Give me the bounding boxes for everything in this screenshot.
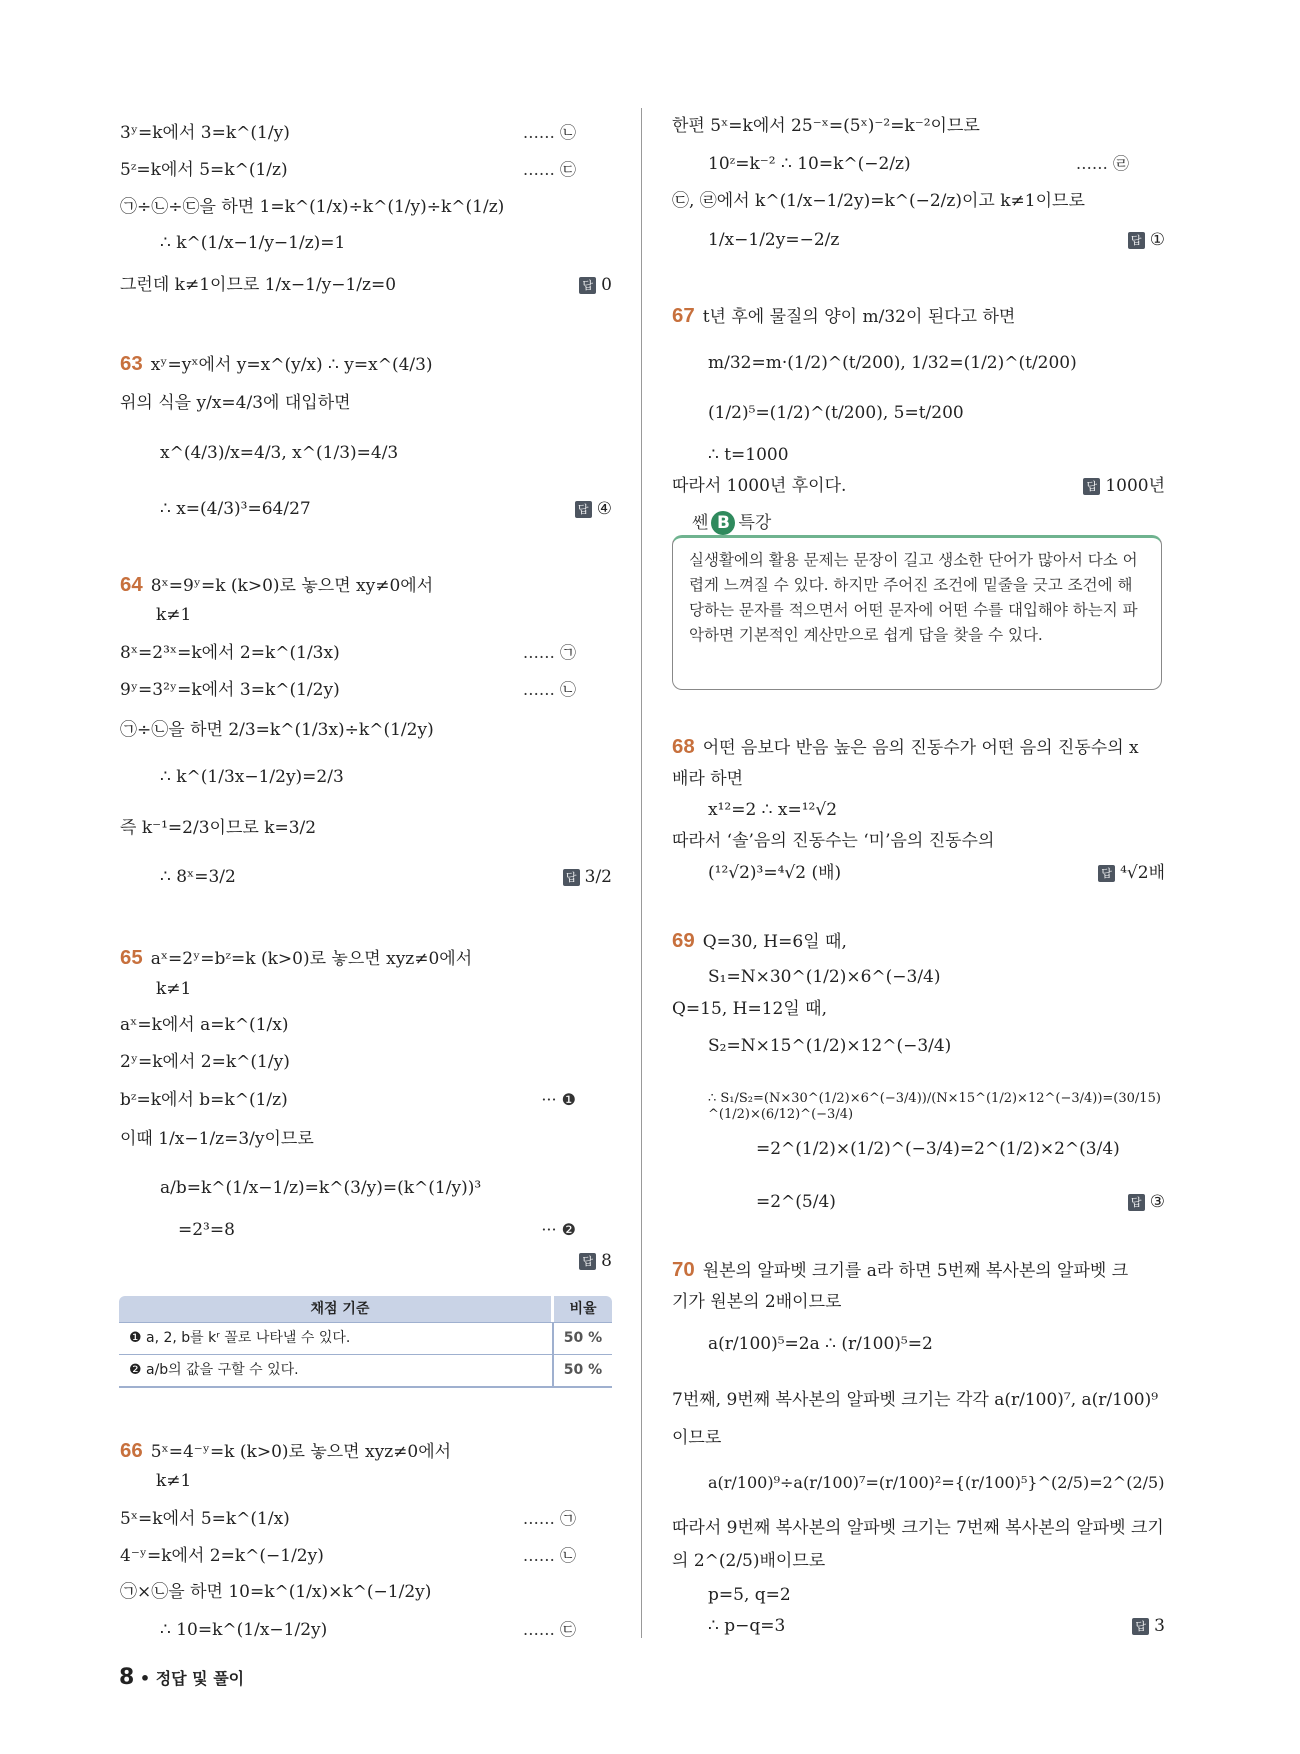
line-text: Q=30, H=6일 때, [702,932,847,952]
solution-line [708,1584,791,1606]
line-text: 의 2^(2/5)배이므로 [672,1551,826,1571]
solution-line [708,352,1077,374]
line-text: ∴ t=1000 [708,445,789,465]
line-text: 1/x−1/2y=−2/z [708,230,840,250]
line-text: ㉠×㉡을 하면 10=k^(1/x)×k^(−1/2y) [120,1582,432,1602]
line-text: ㉠÷㉡을 하면 2/3=k^(1/3x)÷k^(1/2y) [120,720,434,740]
line-text: 4⁻ʸ=k에서 2=k^(−1/2y) [120,1546,324,1566]
line-text: =2^(5/4) [756,1192,836,1212]
solution-line [672,475,846,497]
line-text: bᶻ=k에서 b=k^(1/z) [120,1090,288,1110]
table-header [119,1296,612,1322]
answer-icon: 답 [563,869,580,886]
line-text: 그런데 k≠1이므로 1/x−1/y−1/z=0 [120,275,397,295]
answer-value: 0 [601,275,612,295]
solution-line [708,1333,933,1355]
line-text: 9ʸ=3²ʸ=k에서 3=k^(1/2y) [120,680,340,700]
solution-line [120,1508,290,1530]
answer-icon: 답 [1128,1194,1145,1211]
line-text: m/32=m·(1/2)^(t/200), 1/32=(1/2)^(t/200) [708,353,1077,373]
page-footer [119,1665,244,1690]
solution-line [160,232,345,254]
line-text: a(r/100)⁹÷a(r/100)⁷=(r/100)²={(r/100)⁵}^(2/5)=2^(2/5) [708,1473,1165,1492]
line-text: k≠1 [156,979,192,999]
line-text: 어떤 음보다 반음 높은 음의 진동수가 어떤 음의 진동수의 x [702,738,1139,758]
answer [1128,229,1165,251]
answer-icon: 답 [579,1253,596,1270]
solution-line [120,679,340,701]
solution-line [120,122,290,144]
ratio: 50 % [552,1323,612,1354]
line-text: Q=15, H=12일 때, [672,999,827,1019]
solution-line [756,1191,836,1213]
answer-icon: 답 [1098,865,1115,882]
solution-line [120,392,351,414]
answer [1132,1615,1165,1637]
problem-number: 65 [120,947,143,969]
line-text: 10ᶻ=k⁻² ∴ 10=k^(−2/z) [708,154,911,174]
solution-line [708,1091,1165,1122]
problem-number: 66 [120,1440,143,1462]
solution-line [120,159,288,181]
tip-label [692,508,771,535]
line-text: 3ʸ=k에서 3=k^(1/y) [120,123,290,143]
answer-value: 3/2 [584,867,612,887]
line-text: (¹²√2)³=⁴√2 (배) [708,863,842,883]
solution-line [672,998,827,1020]
answer-value: 3 [1154,1616,1165,1636]
solution-line [672,190,1085,212]
solution-line [156,1470,191,1492]
page-number: 8 [119,1665,135,1690]
solution-line [160,1619,327,1641]
line-text: ∴ S₁/S₂=(N×30^(1/2)×6^(−3/4))/(N×15^(1/2)×12^(−3/4))=(30/15)^(1/2)×(6/12)^(−3/4) [708,1091,1161,1122]
tip-text: 실생활에의 활용 문제는 문장이 길고 생소한 단어가 많아서 다소 어렵게 느껴질 수 있다. 하지만 주어진 조건에 밑줄을 긋고 조건에 해당하는 문자를 적으면서 어떤 문자에 어떤 수를 대입해야 하는지 파악하면 기본적인 계산만으로 쉽게 답을 찾을 수 있다. [689,551,1138,644]
solution-line [672,1550,825,1572]
solution-line [672,1259,1128,1282]
solution-line [156,978,191,1000]
equation-tag: …… ㉡ [522,123,576,142]
line-text: S₁=N×30^(1/2)×6^(−3/4) [708,967,941,987]
answer-icon: 답 [1132,1618,1149,1635]
line-text: a(r/100)⁵=2a ∴ (r/100)⁵=2 [708,1334,933,1354]
answer-icon: 답 [1128,232,1145,249]
header-ratio: 비율 [551,1296,612,1322]
solution-line [178,1219,235,1241]
line-text: =2³=8 [178,1220,235,1240]
answer-value: 8 [601,1251,612,1271]
line-text: 한편 5ˣ=k에서 25⁻ˣ=(5ˣ)⁻²=k⁻²이므로 [672,116,980,136]
solution-line [672,1389,1158,1411]
line-text: 7번째, 9번째 복사본의 알파벳 크기는 각각 a(r/100)⁷, a(r/100)⁹ [672,1390,1159,1410]
solution-line [120,1128,314,1150]
answer-value: ④ [596,499,612,519]
solution-line [160,1177,481,1199]
solution-line [120,1089,288,1111]
footer-title: • 정답 및 풀이 [139,1669,245,1688]
line-text: 8ˣ=9ʸ=k (k>0)로 놓으면 xy≠0에서 [150,576,434,596]
line-text: 위의 식을 y/x=4/3에 대입하면 [120,393,351,413]
scoring-table [119,1296,612,1388]
criterion: ❷ a/b의 값을 구할 수 있다. [129,1362,299,1378]
solution-line [672,305,1015,328]
solution-line [708,1035,951,1057]
answer [579,274,612,296]
solution-line [120,1051,290,1073]
equation-tag: …… ㉣ [1075,154,1129,173]
line-text: 5ˣ=4⁻ʸ=k (k>0)로 놓으면 xyz≠0에서 [150,1442,452,1462]
equation-tag: ··· ❶ [541,1090,576,1109]
line-text: ∴ 8ˣ=3/2 [160,867,236,887]
table-row [119,1354,612,1386]
line-text: ∴ k^(1/3x−1/2y)=2/3 [160,767,344,787]
solution-line [120,1581,431,1603]
line-text: 8ˣ=2³ˣ=k에서 2=k^(1/3x) [120,643,340,663]
line-text: aˣ=2ʸ=bᶻ=k (k>0)로 놓으면 xyz≠0에서 [150,949,473,969]
line-text: x¹²=2 ∴ x=¹²√2 [708,800,838,820]
equation-tag: …… ㉠ [522,643,576,662]
equation-tag: …… ㉡ [522,680,576,699]
solution-line [672,115,980,137]
solution-line [672,1291,841,1313]
equation-tag: …… ㉡ [522,1546,576,1565]
answer-icon: 답 [575,501,592,518]
equation-tag: …… ㉢ [522,1620,576,1639]
line-text: ∴ x=(4/3)³=64/27 [160,499,311,519]
solution-line [120,817,316,839]
solution-line [120,274,396,296]
answer [1128,1191,1165,1213]
line-text: (1/2)⁵=(1/2)^(t/200), 5=t/200 [708,403,964,423]
solution-line [120,719,434,741]
line-text: =2^(1/2)×(1/2)^(−3/4)=2^(1/2)×2^(3/4) [756,1139,1120,1159]
answer-value: 1000년 [1105,476,1165,496]
solution-line [708,229,839,251]
answer [579,1250,612,1272]
solution-line [672,830,994,852]
tip-b-badge: B [711,511,735,535]
line-text: k≠1 [156,1471,192,1491]
problem-number: 63 [120,353,143,375]
solution-line [672,736,1139,759]
solution-line [120,1545,324,1567]
solution-line [708,1615,785,1637]
line-text: ∴ 10=k^(1/x−1/2y) [160,1620,328,1640]
line-text: p=5, q=2 [708,1585,791,1605]
line-text: 이므로 [672,1428,722,1448]
answer [575,498,612,520]
ratio: 50 % [552,1355,612,1386]
solution-line [120,1014,288,1036]
answer-icon: 답 [579,277,596,294]
solution-line [120,1440,451,1463]
line-text: 따라서 ‘솔’음의 진동수는 ‘미’음의 진동수의 [672,831,995,851]
line-text: a/b=k^(1/x−1/z)=k^(3/y)=(k^(1/y))³ [160,1178,482,1198]
line-text: 따라서 1000년 후이다. [672,476,847,496]
solution-line [756,1138,1120,1160]
tip-label-prefix: 쎈 [692,513,709,533]
solution-line [672,1517,1164,1539]
solution-line [708,153,911,175]
line-text: ∴ p−q=3 [708,1616,786,1636]
line-text: t년 후에 물질의 양이 m/32이 된다고 하면 [702,307,1016,327]
line-text: ∴ k^(1/x−1/y−1/z)=1 [160,233,346,253]
solution-line [120,574,433,597]
line-text: ㉢, ㉣에서 k^(1/x−1/2y)=k^(−2/z)이고 k≠1이므로 [672,191,1085,211]
solution-line [120,947,472,970]
line-text: 따라서 9번째 복사본의 알파벳 크기는 7번째 복사본의 알파벳 크기 [672,1518,1164,1538]
solution-line [708,799,837,821]
line-text: ㉠÷㉡÷㉢을 하면 1=k^(1/x)÷k^(1/y)÷k^(1/z) [120,197,505,217]
column-divider [641,108,642,1638]
answer [1083,475,1165,497]
problem-number: 68 [672,736,695,758]
table-row [119,1322,612,1354]
solution-line [160,498,311,520]
solution-line [672,768,743,790]
line-text: 2ʸ=k에서 2=k^(1/y) [120,1052,290,1072]
solution-line [160,866,236,888]
tip-label-suffix: 특강 [738,513,772,533]
line-text: S₂=N×15^(1/2)×12^(−3/4) [708,1036,952,1056]
solution-line [160,766,344,788]
line-text: 이때 1/x−1/z=3/y이므로 [120,1129,314,1149]
line-text: k≠1 [156,605,192,625]
line-text: 5ᶻ=k에서 5=k^(1/z) [120,160,288,180]
line-text: 원본의 알파벳 크기를 a라 하면 5번째 복사본의 알파벳 크 [702,1261,1129,1281]
equation-tag: …… ㉢ [522,160,576,179]
solution-line [708,1472,1164,1494]
equation-tag: …… ㉠ [522,1509,576,1528]
answer [1098,862,1165,884]
line-text: 배라 하면 [672,769,744,789]
solution-line [160,442,398,464]
solution-line [708,444,789,466]
solution-line [120,353,433,376]
header-criterion: 채점 기준 [310,1301,370,1317]
solution-line [120,642,340,664]
solution-line [120,196,504,218]
solution-line [156,604,191,626]
solution-line [708,966,941,988]
criterion: ❶ a, 2, b를 kʳ 꼴로 나타낼 수 있다. [129,1330,351,1346]
answer-value: ③ [1149,1192,1165,1212]
solution-line [708,402,964,424]
answer [563,866,612,888]
line-text: 기가 원본의 2배이므로 [672,1292,842,1312]
line-text: x^(4/3)/x=4/3, x^(1/3)=4/3 [160,443,399,463]
problem-number: 70 [672,1259,695,1281]
problem-number: 67 [672,305,695,327]
line-text: 즉 k⁻¹=2/3이므로 k=3/2 [120,818,317,838]
answer-value: ① [1149,230,1165,250]
solution-line [672,1427,721,1449]
answer-icon: 답 [1083,478,1100,495]
solution-line [672,930,847,953]
problem-number: 69 [672,930,695,952]
equation-tag: ··· ❷ [541,1220,576,1239]
answer-value: ⁴√2배 [1120,863,1165,883]
problem-number: 64 [120,574,143,596]
line-text: 5ˣ=k에서 5=k^(1/x) [120,1509,290,1529]
line-text: xʸ=yˣ에서 y=x^(y/x) ∴ y=x^(4/3) [150,355,433,375]
tip-box [672,535,1162,690]
solution-line [708,862,841,884]
line-text: aˣ=k에서 a=k^(1/x) [120,1015,289,1035]
